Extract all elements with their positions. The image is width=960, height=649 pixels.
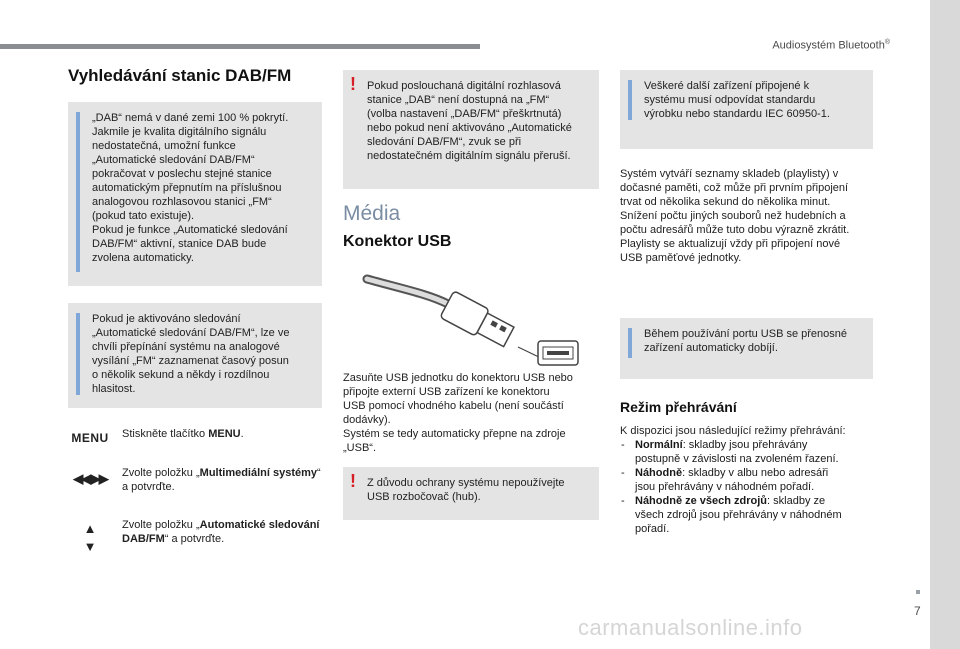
text-line: nedostatečná, umožní funkce xyxy=(92,140,236,152)
info-bar-icon xyxy=(76,313,80,395)
text-line: sledování DAB/FM“, zvuk se při xyxy=(367,136,522,148)
usb-instructions xyxy=(343,371,599,455)
warning-icon: ! xyxy=(350,74,356,94)
usb-connector-illustration xyxy=(353,259,583,369)
header-bar xyxy=(0,44,480,49)
info-box-charging xyxy=(620,318,873,379)
text-line: „USB“. xyxy=(343,442,376,454)
warning-icon: ! xyxy=(350,471,356,491)
text-line: počtu adresářů může tuto dobu výrazně zkrátit. xyxy=(620,224,850,236)
text-line: (volba nastavení „DAB/FM“ přeškrtnutá) xyxy=(367,108,562,120)
watermark: carmanualsonline.info xyxy=(578,615,803,640)
info-bar-icon xyxy=(628,80,632,120)
text-line: Snížení počtu jiných souborů než hudebních a xyxy=(620,210,846,222)
text-line: hlasitost. xyxy=(92,383,136,395)
text-line: USB paměťové jednotky. xyxy=(620,252,742,264)
text-line: stanice „DAB“ není dostupná na „FM“ xyxy=(367,94,550,106)
text-line: o několik sekund a někdy i rozdílnou xyxy=(92,369,270,381)
text-line: připojte externí USB zařízení ke konektoru xyxy=(343,386,550,398)
warning-box-dab-fm xyxy=(343,70,599,189)
text-line: automatickým přepnutím na příslušnou xyxy=(92,182,282,194)
playback-intro: K dispozici jsou následující režimy přehrávání: xyxy=(620,425,846,437)
info-bar-icon xyxy=(76,112,80,272)
list-item: - Normální: skladby jsou přehrávány postupně v závislosti na zvoleném řazení. xyxy=(620,438,873,466)
info-box-text xyxy=(92,312,312,396)
page-number: 7 xyxy=(914,604,921,618)
text-line: Jakmile je kvalita digitálního signálu xyxy=(92,126,267,138)
text-line: Pokud poslouchaná digitální rozhlasová xyxy=(367,80,561,92)
arrows-left-right-icon: ◀◀ ▶▶ xyxy=(73,471,107,486)
text-line: pokračovat v poslechu stejné stanice xyxy=(92,168,272,180)
header-title: Audiosystém Bluetooth® xyxy=(772,39,890,52)
step-multimedia: ◀◀ ▶▶ Zvolte položku „Multimediální systémy“ a potvrďte. xyxy=(68,466,322,494)
text-line: vysílání „FM“ zaznamenat časový posun xyxy=(92,355,289,367)
text-line: analogovou rozhlasovou stanici „FM“ xyxy=(92,196,272,208)
info-box-dab-follow xyxy=(68,303,322,408)
text-line: systému musí odpovídat standardu xyxy=(644,94,816,106)
info-box-text xyxy=(644,79,863,121)
info-bar-icon xyxy=(628,328,632,358)
text-line: USB pomocí vhodného kabelu (není součástí xyxy=(343,400,564,412)
info-box-standard xyxy=(620,70,873,149)
text-line: Z důvodu ochrany systému nepoužívejte xyxy=(367,477,565,489)
warning-box-usb-hub xyxy=(343,467,599,520)
section-heading-dab: Vyhledávání stanic DAB/FM xyxy=(68,66,292,85)
text-line: chvíli přepínání systému na analogové xyxy=(92,341,280,353)
step-menu: MENU Stiskněte tlačítko MENU. xyxy=(68,427,322,441)
text-line: Pokud je funkce „Automatické sledování xyxy=(92,224,288,236)
text-line: Playlisty se aktualizují vždy při připojení nové xyxy=(620,238,841,250)
text-line: výrobku nebo standardu IEC 60950-1. xyxy=(644,108,830,120)
text-line: Zasuňte USB jednotku do konektoru USB nebo xyxy=(343,372,573,384)
warning-box-text xyxy=(367,476,589,504)
text-line: nebo pokud není aktivováno „Automatické xyxy=(367,122,572,134)
text-line: zvolena automaticky. xyxy=(92,252,194,264)
text-line: dočasné paměti, což může při prvním připojení xyxy=(620,182,849,194)
text-line: zařízení automaticky dobíjí. xyxy=(644,342,778,354)
info-box-text xyxy=(644,327,863,355)
text-line: Pokud je aktivováno sledování xyxy=(92,313,241,325)
chapter-title-media: Média xyxy=(343,202,401,225)
page-dot-icon xyxy=(916,590,920,594)
text-line: DAB/FM“ aktivní, stanice DAB bude xyxy=(92,238,267,250)
text-line: Systém se tedy automaticky přepne na zdroje xyxy=(343,428,566,440)
menu-button-icon: MENU xyxy=(71,431,109,445)
text-line: trvat od několika sekund do několika minut. xyxy=(620,196,831,208)
column-dab xyxy=(68,66,322,554)
text-line: (pokud tato existuje). xyxy=(92,210,195,222)
text-line: USB rozbočovač (hub). xyxy=(367,491,481,503)
column-media xyxy=(343,70,599,520)
step-dab-follow: ▲ ▼ Zvolte položku „Automatické sledování DAB/FM“ a potvrďte. xyxy=(68,518,322,546)
section-heading-usb: Konektor USB xyxy=(343,233,452,250)
playback-mode-list xyxy=(620,438,873,536)
list-item: - Náhodně ze všech zdrojů: skladby ze všech zdrojů jsou přehrávány v náhodném pořadí. xyxy=(620,494,873,536)
text-line: Během používání portu USB se přenosné xyxy=(644,328,848,340)
info-box-text xyxy=(92,111,312,265)
warning-box-text xyxy=(367,79,589,163)
list-item: - Náhodně: skladby v albu nebo adresáři jsou přehrávány v náhodném pořadí. xyxy=(620,466,873,494)
column-playback xyxy=(620,70,873,536)
text-line: „Automatické sledování DAB/FM“ xyxy=(92,154,255,166)
text-line: dodávky). xyxy=(343,414,391,426)
text-line: nedostatečném digitálním signálu přeruší. xyxy=(367,150,571,162)
page-edge-strip xyxy=(930,0,960,649)
arrows-up-down-icon: ▲ ▼ xyxy=(83,521,97,554)
text-line: „DAB“ nemá v dané zemi 100 % pokrytí. xyxy=(92,112,289,124)
text-line: Veškeré další zařízení připojené k xyxy=(644,80,810,92)
section-heading-playback-mode: Režim přehrávání xyxy=(620,399,737,415)
text-line: „Automatické sledování DAB/FM“, lze ve xyxy=(92,327,290,339)
info-box-dab-coverage xyxy=(68,102,322,286)
playlist-paragraph xyxy=(620,167,873,265)
text-line: Systém vytváří seznamy skladeb (playlisty) v xyxy=(620,168,839,180)
